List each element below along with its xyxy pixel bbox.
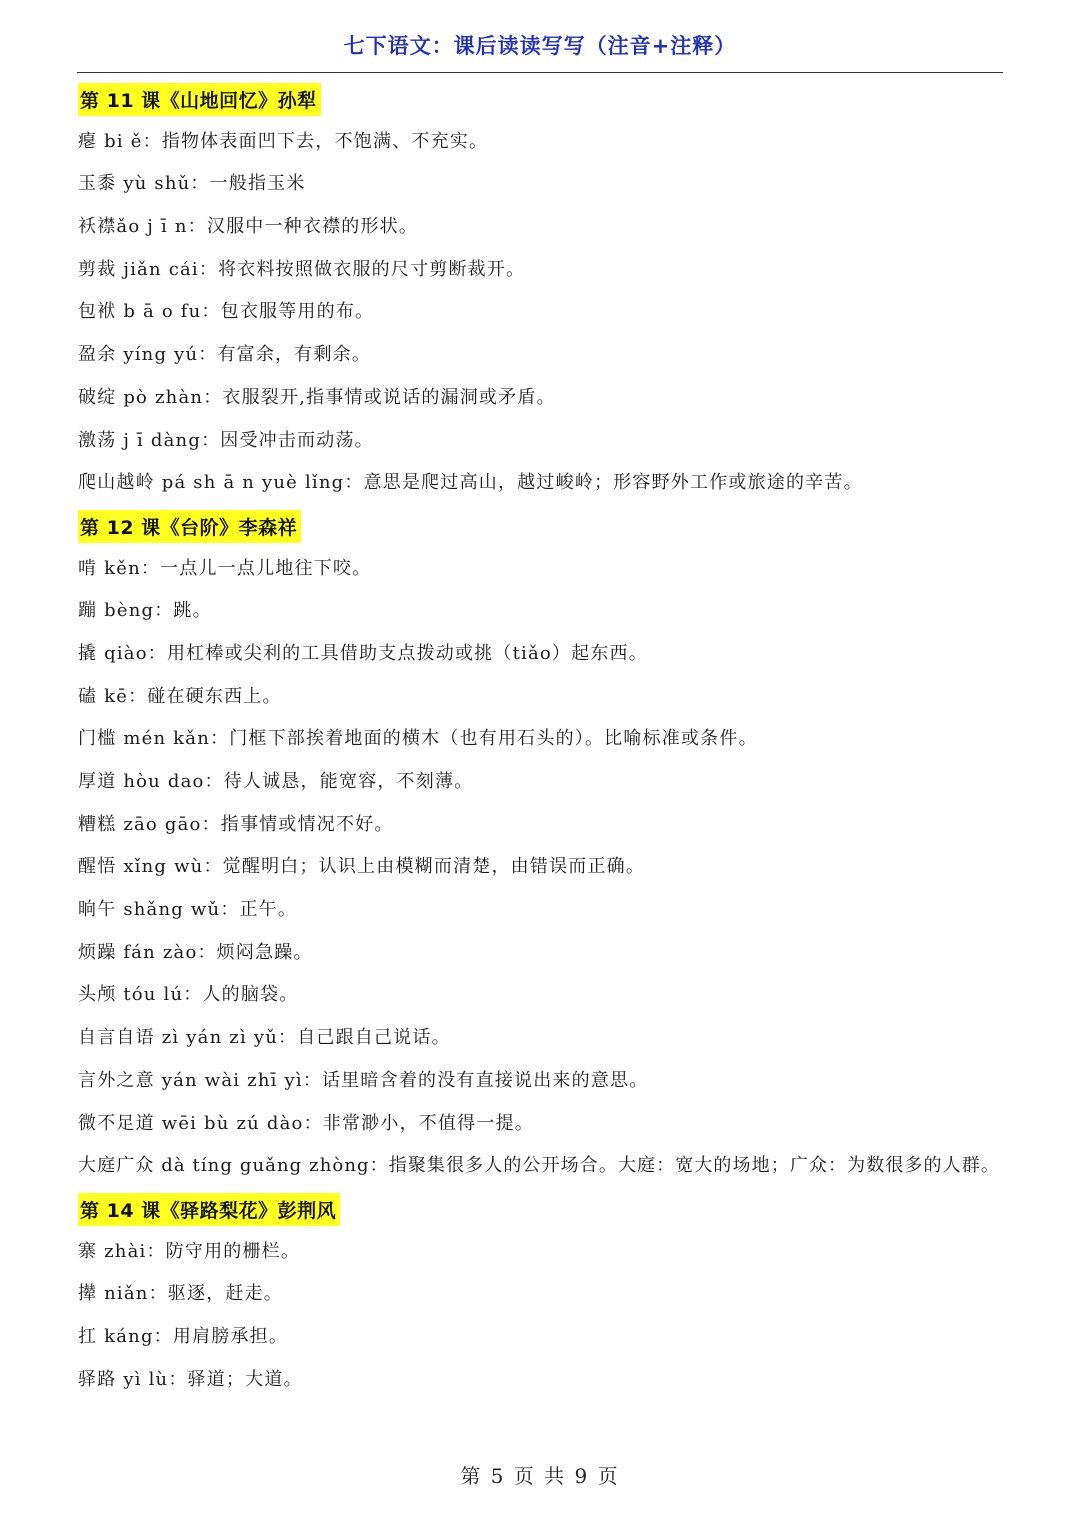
header-divider [77, 72, 1003, 73]
vocab-entry: 糟糕 zāo gāo：指事情或情况不好。 [78, 813, 394, 835]
vocab-entry: 门槛 mén kǎn：门框下部挨着地面的横木（也有用石头的）。比喻标准或条件。 [78, 728, 758, 750]
vocab-entry: 剪裁 jiǎn cái：将衣料按照做衣服的尺寸剪断裁开。 [78, 258, 526, 280]
vocab-entry: 大庭广众 dà tíng guǎng zhòng：指聚集很多人的公开场合。大庭：宽大的场地；广众：为数很多的人群。 [78, 1155, 1000, 1177]
vocab-entry: 醒悟 xǐng wù：觉醒明白；认识上由模糊而清楚，由错误而正确。 [78, 856, 646, 878]
vocab-entry: 撬 qiào：用杠棒或尖利的工具借助支点拨动或挑（tiǎo）起东西。 [78, 642, 648, 664]
document-body [78, 78, 1004, 1401]
vocab-entry: 扛 káng：用肩膀承担。 [78, 1325, 289, 1347]
lesson-heading: 第 14 课《驿路梨花》彭荆风 [78, 1193, 340, 1226]
vocab-entry: 包袱 b ā o fu：包衣服等用的布。 [78, 301, 375, 323]
vocab-entry: 自言自语 zì yán zì yǔ：自己跟自己说话。 [78, 1027, 451, 1049]
vocab-entry: 破绽 pò zhàn：衣服裂开,指事情或说话的漏洞或矛盾。 [78, 386, 556, 408]
vocab-entry: 蹦 bèng：跳。 [78, 600, 212, 622]
vocab-entry: 盈余 yíng yú：有富余，有剩余。 [78, 344, 372, 366]
section-heading-line [78, 1188, 1004, 1231]
vocab-entry: 玉黍 yù shǔ：一般指玉米 [78, 173, 306, 195]
vocab-entry: 袄襟ǎo j ī n：汉服中一种衣襟的形状。 [78, 216, 419, 238]
vocab-entry: 撵 niǎn：驱逐，赶走。 [78, 1283, 283, 1305]
vocab-entry: 微不足道 wēi bù zú dào：非常渺小，不值得一提。 [78, 1112, 534, 1134]
vocab-entry: 烦躁 fán zào：烦闷急躁。 [78, 941, 313, 963]
vocab-entry: 头颅 tóu lú：人的脑袋。 [78, 984, 299, 1006]
vocab-entry: 爬山越岭 pá sh ā n yuè lǐng：意思是爬过高山，越过峻岭；形容野外工作或旅途的辛苦。 [78, 472, 863, 494]
vocab-entry: 激荡 j ī dàng：因受冲击而动荡。 [78, 429, 374, 451]
vocab-entry: 言外之意 yán wài zhī yì：话里暗含着的没有直接说出来的意思。 [78, 1069, 649, 1091]
section-heading-line [78, 505, 1004, 548]
lesson-heading: 第 12 课《台阶》李森祥 [78, 510, 301, 543]
vocab-entry: 驿路 yì lù：驿道；大道。 [78, 1368, 303, 1390]
vocab-entry: 啃 kěn：一点儿一点儿地往下咬。 [78, 557, 372, 579]
vocab-entry: 瘪 bi ě：指物体表面凹下去，不饱满、不充实。 [78, 130, 489, 152]
vocab-entry: 厚道 hòu dao：待人诚恳，能宽容，不刻薄。 [78, 771, 474, 792]
vocab-entry: 磕 kē：碰在硬东西上。 [78, 685, 282, 707]
section-heading-line [78, 78, 1004, 121]
lesson-heading: 第 11 课《山地回忆》孙犁 [78, 83, 321, 116]
vocab-entry: 晌午 shǎng wǔ：正午。 [78, 899, 298, 921]
page-number: 第 5 页 共 9 页 [460, 1464, 620, 1488]
page-title: 七下语文：课后读读写写（注音+注释） [343, 34, 737, 58]
vocab-entry: 寨 zhài：防守用的栅栏。 [78, 1240, 301, 1262]
